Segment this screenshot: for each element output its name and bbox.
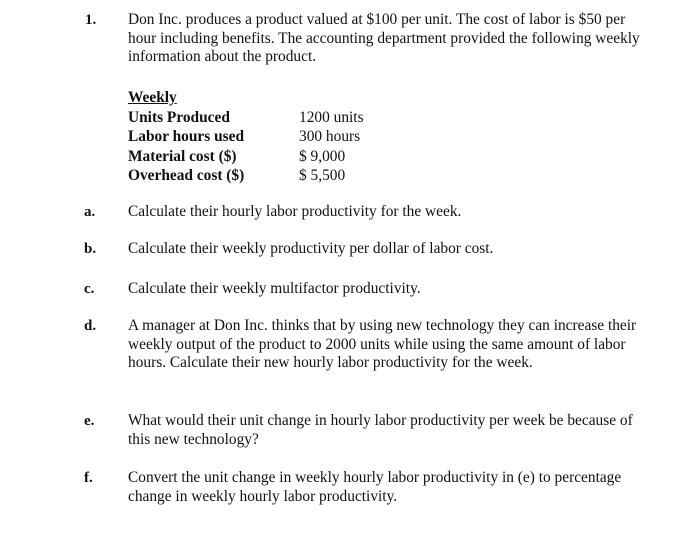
table-row <box>128 147 428 167</box>
table-row <box>128 127 428 147</box>
part-text: A manager at Don Inc. thinks that by using new technology they can increase their weekly output of the product to 2000 units while using the same amount of labor hours. Calculate their new hourly labor productivity for the week. <box>128 317 637 371</box>
part-text: Calculate their weekly multifactor productivity. <box>128 280 421 297</box>
table-row <box>128 108 428 128</box>
row-label: Labor hours used <box>128 128 245 145</box>
row-value: 300 hours <box>299 128 361 145</box>
part-letter: b. <box>84 241 97 257</box>
part-text: Calculate their weekly productivity per dollar of labor cost. <box>128 240 494 257</box>
row-label: Overhead cost ($) <box>128 167 245 184</box>
weekly-data-table <box>128 88 428 186</box>
part-text: Convert the unit change in weekly hourly labor productivity in (e) to percentage change in weekly hourly labor productivity. <box>128 469 622 505</box>
part-letter: f. <box>84 470 93 486</box>
part-text: Calculate their hourly labor productivity for the week. <box>128 203 462 220</box>
row-label: Units Produced <box>128 108 230 126</box>
row-value: 1200 units <box>299 108 364 126</box>
part-letter: d. <box>84 318 97 334</box>
table-heading: Weekly <box>128 89 177 106</box>
table-row <box>128 166 428 186</box>
part-letter: a. <box>84 204 96 220</box>
row-value: $ 9,000 <box>299 147 346 165</box>
row-value: $ 5,500 <box>299 167 346 184</box>
row-label: Material cost ($) <box>128 147 237 165</box>
question-number: 1. <box>85 12 97 28</box>
part-text: What would their unit change in hourly labor productivity per week be because of this new technology? <box>128 412 633 448</box>
part-letter: c. <box>84 281 95 297</box>
question-text: Don Inc. produces a product valued at $100 per unit. The cost of labor is $50 per hour including benefits. The accounting department provided the following weekly information about the product. <box>128 11 640 65</box>
part-letter: e. <box>84 413 95 429</box>
